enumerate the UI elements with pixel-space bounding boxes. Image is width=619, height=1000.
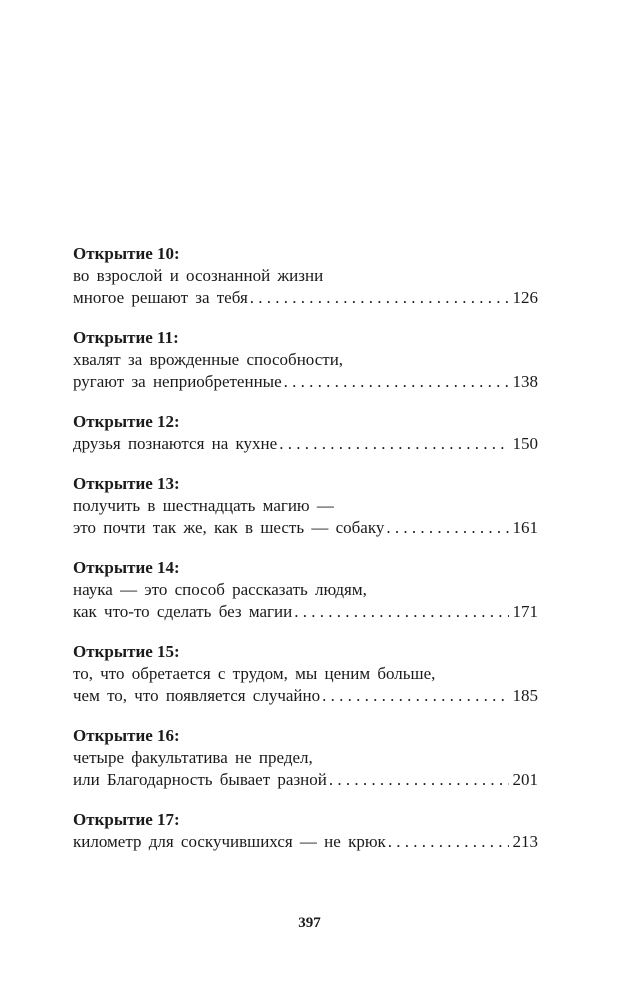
entry-last-line: друзья познаются на кухне	[73, 434, 278, 453]
page-folio-number: 397	[298, 915, 321, 931]
entry-last-line: ругают за неприобретенные	[73, 372, 282, 391]
dot-leader	[250, 287, 509, 309]
entry-title: Открытие 10:	[73, 244, 180, 263]
page-number: 185	[512, 686, 538, 705]
dot-leader	[388, 831, 509, 853]
entry-title: Открытие 12:	[73, 412, 180, 431]
toc-entry	[73, 641, 538, 707]
table-of-contents	[73, 243, 538, 871]
dot-leader	[329, 769, 509, 791]
toc-entry	[73, 725, 538, 791]
dot-leader	[322, 685, 508, 707]
toc-entry	[73, 557, 538, 623]
page-number: 138	[512, 372, 538, 391]
toc-entry	[73, 327, 538, 393]
dot-leader	[386, 517, 508, 539]
entry-title: Открытие 17:	[73, 810, 180, 829]
entry-last-line: это почти так же, как в шесть — собаку	[73, 518, 385, 537]
entry-last-line: многое решают за тебя	[73, 288, 248, 307]
entry-line: то, что обретается с трудом, мы ценим больше,	[73, 664, 436, 683]
toc-entry	[73, 473, 538, 539]
entry-leader-line	[73, 685, 538, 707]
entry-title: Открытие 11:	[73, 328, 179, 347]
entry-title: Открытие 15:	[73, 642, 180, 661]
entry-last-line: чем то, что появляется случайно	[73, 686, 321, 705]
toc-entry	[73, 243, 538, 309]
page-number: 150	[512, 434, 538, 453]
entry-last-line: или Благодарность бывает разной	[73, 770, 327, 789]
entry-line: наука — это способ рассказать людям,	[73, 580, 367, 599]
entry-title: Открытие 14:	[73, 558, 180, 577]
entry-line: четыре факультатива не предел,	[73, 748, 313, 767]
page-number: 171	[512, 602, 538, 621]
entry-title: Открытие 16:	[73, 726, 180, 745]
toc-entry	[73, 411, 538, 455]
dot-leader	[294, 601, 508, 623]
entry-leader-line	[73, 831, 538, 853]
entry-leader-line	[73, 601, 538, 623]
entry-line: во взрослой и осознанной жизни	[73, 266, 324, 285]
entry-leader-line	[73, 433, 538, 455]
entry-line: хвалят за врожденные способности,	[73, 350, 344, 369]
page-number: 201	[512, 770, 538, 789]
entry-line: получить в шестнадцать магию —	[73, 496, 334, 515]
entry-leader-line	[73, 371, 538, 393]
page-number: 213	[512, 832, 538, 851]
toc-entry	[73, 809, 538, 853]
entry-last-line: километр для соскучившихся — не крюк	[73, 832, 386, 851]
entry-leader-line	[73, 769, 538, 791]
page-number: 161	[512, 518, 538, 537]
entry-title: Открытие 13:	[73, 474, 180, 493]
entry-leader-line	[73, 517, 538, 539]
page-number: 126	[512, 288, 538, 307]
dot-leader	[284, 371, 509, 393]
dot-leader	[279, 433, 508, 455]
entry-leader-line	[73, 287, 538, 309]
entry-last-line: как что-то сделать без магии	[73, 602, 293, 621]
